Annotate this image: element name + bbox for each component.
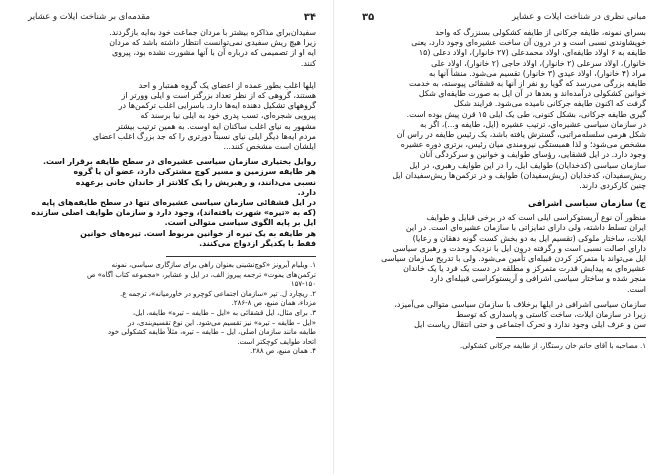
line: فقط با یکدیگر ازدواج می‌کنند. [199,238,316,248]
right-para-2 [362,213,646,295]
line: ایران تسلط داشته، ولی دارای تمایزاتی با سازمان عشیره‌ای است. در این [405,223,646,233]
line: در سازمان سیاسی عشیره‌ای، ترتیب عشیره (ایل، طایفه و...)، اگر به [419,119,646,129]
right-page-number: ۳۵ [362,11,375,23]
right-running-head: مبانی نظری در شناخت ایلات و عشایر [511,12,646,22]
line: مردم ایه‌ها دیگر ایلی نیای نسبتاً دورتری را که جد بزرگ اغلب اعضای [92,131,316,141]
footnote-line: مزداء، همان منبع، ص ۸-۲۸۶. [231,299,316,308]
line: منظور آن نوع آریستوکراسی ایلی است که در برخی قبایل و طوایف [426,213,646,223]
line: زیرا در سازمان ایلات، ساخت کاستی و پاسداری که توسط [456,310,646,320]
footnote-rule [496,337,646,338]
footnote-line: طایفه مانند سازمان اصلی، ایل – طایفه – تیره، مثلاً طایفه کشکولی خود [107,328,316,337]
footnote-line: ۱. ویلیام آیرونز «کوچ‌نشینی بعنوان راهی برای سازگاری سیاسی، نمونه [111,261,316,270]
line: ایل بر پایه الگوی سیاسی متوالی است. [164,218,316,228]
line: خانوار)، اولاد سرعلی (۲ خانوار)، اولاد حاجی (۲ خانوار)، اولاد علی [431,58,646,68]
line: چنین کارکردی دارند. [579,181,646,191]
line: عشیره‌ای به پیدایش قدرت متمرکز و مطلقه در دست یک فرد یا یک خاندان [403,264,646,274]
left-page-header [28,10,316,24]
line: خویشاوندی نسبی است و در درون آن ساخت عشیره‌ای وجود دارد، یعنی [411,38,646,48]
footnote-line: اتحاد طوایف کوچکتر است. [237,337,316,346]
line: مشهور به نیای اغلب ساکنان ایه اوست. به همین ترتیب بیشتر [116,121,316,131]
line: خوانین کشکولی درآمده‌اند و بعدها در آن ایل به صورت طایفه‌ای شکل [418,89,646,99]
left-running-head: مقدمه‌ای بر شناخت ایلات و عشایر [28,12,151,22]
footnote-line: ۴. همان منبع، ص ۲۸۸. [250,347,316,356]
right-page-header [362,10,646,24]
line: سفیدان‌برای مذاکره بیشتر با مردان جماعت خود به‌ایه بازگردند. [109,28,316,37]
line: هر طایفه به یک تیره از خوانین مربوط است. تیره‌های خوانین [80,228,316,238]
footnote-rule [166,256,316,257]
left-para-3 [28,157,316,249]
line: هستند، گروهی که از نظر تعداد بزرگتر است و ایلی وورتر از [121,91,316,101]
line: گیری طایفه جرکانی، بشکل کنونی، طی یک ایلی ۱۵ قرن پیش بوده است. [406,109,646,119]
line: ایل می‌تواند با متمرکز کردن قبیله‌ای تأمین می‌شود. ولی با تدریج سازمان سیاسی [381,254,646,264]
left-para-2 [28,81,316,152]
line: طایفه بزرگی می‌رسد که گویا رو نفر از آنها به قشقائی پیوسته، به خدمت [408,79,646,89]
left-footnotes [28,261,316,357]
line: روایل بختیاری سازمان سیاسی عشیره‌ای در سطح طایفه برقرار است. [43,157,316,167]
line: (که به «تیره» شهرت یافته‌اند)، وجود دارد و سازمان طوایف اصلی سازنده [31,208,316,218]
line: گرفت که اکنون طایفه جرکانی نامیده می‌شود. فرایند شکل [453,99,646,109]
footnote-line: ۳. برای مثال، ایل قشقائی به «ایل – طایفه – تیره» طایفه، ایل، [132,309,316,318]
footnote-line: «ایل – طایفه – تیره» نیز تقسیم می‌شود. این نوع تقسیم‌بندی، در [127,318,316,327]
footnote-line: ترکمن‌های یموت» ترجمه پیروز الف، در ایل و عشایر، «مجموعه کتاب آگاه» ص [86,270,316,279]
line: است. [626,284,646,294]
line: سازمان سیاسی اشرافی در ایلها برخلاف با سازمان سیاسی متوالی می‌آمیزد، [394,299,646,309]
line: پیرویی شجره‌ای، تسب پدری خود به ایلی نیا برسند که [140,111,316,121]
footnote-line: ۱۵۷-۱۵۰ [290,280,316,289]
line: مراد (۴ خانوار)، اولاد عیدی (۳ خانوار) تقسیم می‌شود. منشأ آنها به [428,68,646,78]
line: مشخص می‌شود؛ و لذا همبستگی نیرومندی میان رئیس، برتری دوره عشیره [400,140,646,150]
line: هر طایفه سرزمین و مسیر کوچ مشترکی دارد، عضو آن یا گروه [73,167,316,177]
line: کنند. [300,58,316,68]
right-footnote: ۱. مصاحبه با آقای حاتم خان رستگار، از طایفه جرکانی کشکولی. [460,342,646,351]
line: منجر شده و ساختار سیاسی اشرافی و آریستوکراسی قبیله‌ای دارد [430,274,646,284]
left-page-number: ۳۴ [303,11,316,23]
right-para-1 [362,28,646,191]
line: سازمان سیاسی (کدخدایان) طوایف ایل، را در این طوایف رهبری، در ایل [409,160,646,170]
line: در ایل قشقائی سازمان سیاسی عشیره‌ای تنها در سطح طایفه‌های پایه [41,198,316,208]
line: وجود دارد. در ایل قشقایی، رؤسای طوایف و خوانین و سرکردگی آنان [419,150,646,160]
right-page [334,0,668,474]
line: بسرای نمونه، طایفه جرکانی از طایفه کشکولی بسنزرگ که واحد [435,28,646,37]
line: دارد. [297,187,316,197]
footnote-line: ۲. ریچارد ل. تپر «سازمان اجتماعی کوچرو در خاورمیانه»، ترجمه ع. [119,289,316,298]
right-para-3 [362,300,646,331]
line: ایلات، ساختار ملوکی (تقسیم ایل به دو بخش کست گونه دهقان و رعایا) [412,233,646,243]
line: ایه او از تصمیمی که درباره آن با آنها مشورت نشده بود، پیروی [111,48,316,58]
line: دارای اصالت نسبی است و رگرفته درون ایل با نزدیک وحدت و رهبری سیاسی [392,243,646,253]
line: ایلها اغلب بطور عمده از اعضای یک گروه همتبار و احد [138,80,316,90]
line: زیرا هیچ ریش سفیدی نمی‌توانست انتظار داشته باشد که مردان [109,38,316,48]
line: سن و عرف ایلی وجود ندارد و تحرک اجتماعی و حتی انتقال ریاست ایل [414,320,646,330]
section-title: ج) سازمان سیاسی اشرافی [528,199,646,210]
left-para-1 [28,28,316,69]
line: ریش‌سفیدان، کدخدایان (ریش‌سفیدان) طوایف و در ترکمن‌ها ریش‌سفیدان ایل [392,170,646,180]
line: طایفه به ۶ اولاد طایفه‌ای، اولاد محمدعلی (۲۷ خانوار)، اولاد دعلی (۱۵ [418,48,646,58]
line: گروههای تشکیل دهنده ایه‌ها دارد. باسرایی اغلب ترکمن‌ها در [118,101,316,111]
line: ایلشان است مشخص کنند... [223,142,316,152]
line: نسبی می‌دانند، و رهبریش را یک کلانتر از خاندان خانی برعهده [75,177,316,187]
line: شکل هرمی سلسله‌مراتبی، گسترش یافته باشد، یک رئیس طایفه در راس آن [396,130,646,140]
